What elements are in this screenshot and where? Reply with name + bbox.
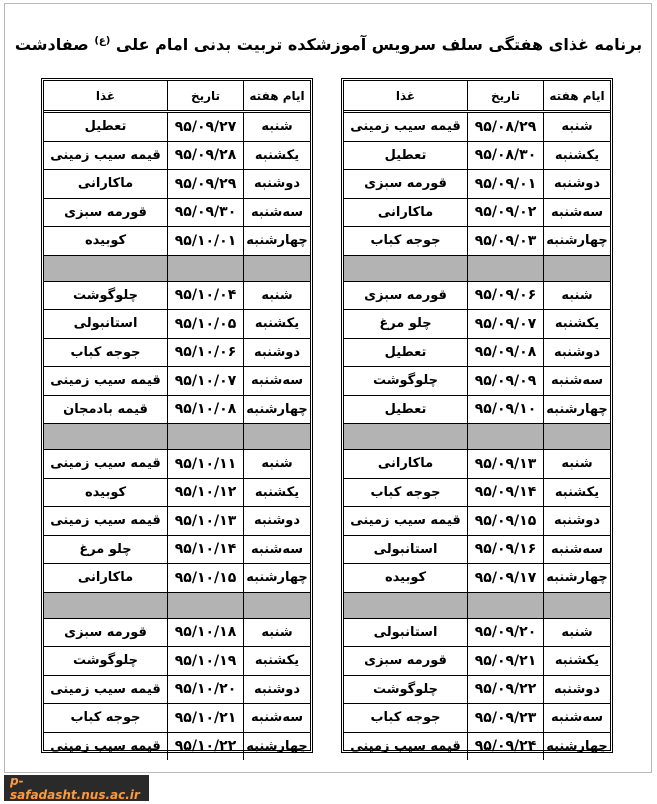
food-cell: کوبیده — [84, 233, 127, 249]
day-cell: شنبه — [543, 619, 610, 647]
date-cell: ۹۵/۱۰/۰۷ — [167, 367, 243, 395]
day-cell: سه‌شنبه — [543, 704, 610, 732]
date-cell: ۹۵/۱۰/۱۵ — [167, 564, 243, 592]
table-row — [344, 479, 610, 508]
food-cell: قیمه سیب زمینی — [50, 373, 161, 389]
food-cell: کوبیده — [84, 484, 127, 500]
day-cell: سه‌شنبه — [243, 704, 310, 732]
header-date: تاریخ — [467, 81, 543, 110]
food-cell: جوجه کباب — [70, 710, 141, 726]
date-cell: ۹۵/۰۹/۳۰ — [167, 199, 243, 227]
table-row — [44, 733, 310, 761]
day-cell: سه‌شنبه — [243, 199, 310, 227]
food-cell: ماکارانی — [377, 204, 434, 220]
separator-cell — [344, 256, 467, 281]
title-text: برنامه غذای هفتگی سلف سرویس آموزشکده تربیت بدنی امام علی — [115, 35, 643, 54]
date-cell: ۹۵/۰۹/۲۳ — [467, 704, 543, 732]
food-cell: جوجه کباب — [70, 344, 141, 360]
food-cell: ماکارانی — [377, 456, 434, 472]
day-cell: یکشنبه — [243, 310, 310, 338]
food-cell: ماکارانی — [77, 176, 134, 192]
table-row — [44, 170, 310, 199]
day-cell: یکشنبه — [243, 479, 310, 507]
table-row — [344, 367, 610, 396]
food-cell: جوجه کباب — [370, 710, 441, 726]
separator-cell — [167, 593, 243, 618]
food-cell: استانبولی — [373, 624, 438, 640]
date-cell: ۹۵/۰۹/۲۲ — [467, 676, 543, 704]
table-row — [344, 536, 610, 565]
food-cell: قیمه سیب زمینی — [50, 738, 161, 754]
separator-cell — [344, 424, 467, 449]
date-cell: ۹۵/۱۰/۰۱ — [167, 227, 243, 255]
page-title — [0, 35, 657, 54]
day-cell: شنبه — [543, 282, 610, 310]
date-cell: ۹۵/۰۹/۲۸ — [167, 142, 243, 170]
food-cell: قیمه سیب زمینی — [50, 513, 161, 529]
table-row — [344, 733, 610, 761]
food-cell: قورمه سبزی — [64, 624, 147, 640]
date-cell: ۹۵/۰۹/۱۰ — [467, 396, 543, 424]
date-cell: ۹۵/۰۹/۲۱ — [467, 647, 543, 675]
day-cell: دوشنبه — [243, 507, 310, 535]
date-cell: ۹۵/۱۰/۰۵ — [167, 310, 243, 338]
food-cell: تعطیل — [384, 147, 427, 163]
table-row — [44, 450, 310, 479]
food-cell: قیمه سیب زمینی — [50, 147, 161, 163]
separator-cell — [344, 593, 467, 618]
food-cell: جوجه کباب — [370, 233, 441, 249]
header-day: ایام هفته — [543, 81, 610, 110]
separator-cell — [167, 424, 243, 449]
day-cell: یکشنبه — [543, 647, 610, 675]
day-cell: شنبه — [243, 113, 310, 141]
food-cell: چلوگوشت — [72, 653, 139, 669]
separator-cell — [467, 256, 543, 281]
separator-cell — [243, 256, 310, 281]
separator-cell — [543, 256, 610, 281]
day-cell: شنبه — [243, 619, 310, 647]
table-row — [344, 647, 610, 676]
day-cell: دوشنبه — [243, 676, 310, 704]
day-cell: سه‌شنبه — [543, 536, 610, 564]
title-tail: صفادشت — [14, 35, 89, 54]
food-cell: استانبولی — [373, 541, 438, 557]
day-cell: چهارشنبه — [543, 733, 610, 761]
table-row — [344, 227, 610, 256]
food-cell: قیمه سیب زمینی — [350, 513, 461, 529]
food-cell: چلو مرغ — [79, 541, 132, 557]
day-cell: سه‌شنبه — [243, 536, 310, 564]
date-cell: ۹۵/۱۰/۱۲ — [167, 479, 243, 507]
day-cell: سه‌شنبه — [543, 367, 610, 395]
date-cell: ۹۵/۱۰/۱۸ — [167, 619, 243, 647]
table-row — [44, 647, 310, 676]
week-separator — [344, 256, 610, 282]
table-row — [44, 479, 310, 508]
table-row — [44, 339, 310, 368]
date-cell: ۹۵/۱۰/۱۱ — [167, 450, 243, 478]
day-cell: دوشنبه — [243, 170, 310, 198]
header-food: غذا — [395, 88, 416, 103]
week-separator — [344, 424, 610, 450]
table-row — [44, 227, 310, 256]
header-day: ایام هفته — [243, 81, 310, 110]
day-cell: چهارشنبه — [543, 227, 610, 255]
separator-cell — [243, 424, 310, 449]
table-row — [44, 396, 310, 425]
food-cell: قیمه سیب زمینی — [50, 456, 161, 472]
date-cell: ۹۵/۱۰/۰۸ — [167, 396, 243, 424]
table-row — [44, 310, 310, 339]
day-cell: یکشنبه — [543, 479, 610, 507]
separator-cell — [543, 593, 610, 618]
date-cell: ۹۵/۰۹/۱۴ — [467, 479, 543, 507]
food-cell: قورمه سبزی — [364, 287, 447, 303]
table-row — [44, 199, 310, 228]
day-cell: دوشنبه — [543, 676, 610, 704]
week-separator — [44, 256, 310, 282]
food-cell: قیمه سیب زمینی — [350, 119, 461, 135]
food-cell: قیمه سیب زمینی — [350, 738, 461, 754]
separator-cell — [467, 593, 543, 618]
day-cell: دوشنبه — [543, 339, 610, 367]
table-row — [44, 676, 310, 705]
table-row — [344, 507, 610, 536]
food-cell: قیمه سیب زمینی — [50, 681, 161, 697]
table-row — [344, 310, 610, 339]
food-cell: چلو مرغ — [379, 316, 432, 332]
table-row — [44, 536, 310, 565]
separator-cell — [243, 593, 310, 618]
day-cell: چهارشنبه — [243, 733, 310, 761]
day-cell: چهارشنبه — [543, 564, 610, 592]
date-cell: ۹۵/۰۹/۲۷ — [167, 113, 243, 141]
food-cell: چلوگوشت — [72, 287, 139, 303]
separator-cell — [543, 424, 610, 449]
table-row — [44, 507, 310, 536]
date-cell: ۹۵/۰۹/۲۰ — [467, 619, 543, 647]
date-cell: ۹۵/۰۹/۲۹ — [167, 170, 243, 198]
table-row — [344, 142, 610, 171]
table-header — [44, 81, 310, 113]
day-cell: دوشنبه — [243, 339, 310, 367]
day-cell: شنبه — [543, 450, 610, 478]
table-row — [344, 450, 610, 479]
food-cell: چلوگوشت — [372, 681, 439, 697]
table-row — [344, 199, 610, 228]
date-cell: ۹۵/۱۰/۱۳ — [167, 507, 243, 535]
date-cell: ۹۵/۰۹/۰۲ — [467, 199, 543, 227]
separator-cell — [44, 424, 167, 449]
date-cell: ۹۵/۰۹/۱۶ — [467, 536, 543, 564]
date-cell: ۹۵/۰۹/۰۹ — [467, 367, 543, 395]
separator-cell — [467, 424, 543, 449]
date-cell: ۹۵/۰۹/۲۴ — [467, 733, 543, 761]
date-cell: ۹۵/۱۰/۲۲ — [167, 733, 243, 761]
food-cell: ماکارانی — [77, 570, 134, 586]
week-separator — [44, 593, 310, 619]
day-cell: یکشنبه — [543, 142, 610, 170]
table-row — [344, 564, 610, 593]
separator-cell — [44, 256, 167, 281]
watermark-url: p-safadasht.nus.ac.ir — [4, 775, 149, 801]
table-row — [344, 704, 610, 733]
header-food: غذا — [95, 88, 116, 103]
week-separator — [344, 593, 610, 619]
day-cell: چهارشنبه — [243, 564, 310, 592]
food-cell: قورمه سبزی — [364, 176, 447, 192]
title-sup: (ع) — [94, 35, 111, 47]
food-cell: قورمه سبزی — [364, 653, 447, 669]
table-row — [44, 704, 310, 733]
food-cell: استانبولی — [73, 316, 138, 332]
day-cell: یکشنبه — [543, 310, 610, 338]
table-header — [344, 81, 610, 113]
day-cell: دوشنبه — [543, 507, 610, 535]
header-date: تاریخ — [167, 81, 243, 110]
week-separator — [44, 424, 310, 450]
table-row — [344, 396, 610, 425]
day-cell: چهارشنبه — [543, 396, 610, 424]
day-cell: شنبه — [243, 450, 310, 478]
day-cell: دوشنبه — [543, 170, 610, 198]
table-row — [344, 113, 610, 142]
date-cell: ۹۵/۰۹/۰۸ — [467, 339, 543, 367]
date-cell: ۹۵/۰۹/۱۷ — [467, 564, 543, 592]
date-cell: ۹۵/۱۰/۰۶ — [167, 339, 243, 367]
food-cell: تعطیل — [384, 401, 427, 417]
food-cell: قیمه بادمجان — [63, 401, 148, 417]
food-cell: تعطیل — [84, 119, 127, 135]
date-cell: ۹۵/۰۸/۲۹ — [467, 113, 543, 141]
date-cell: ۹۵/۰۹/۰۶ — [467, 282, 543, 310]
food-cell: جوجه کباب — [370, 484, 441, 500]
right-menu-table — [341, 78, 613, 753]
table-row — [44, 113, 310, 142]
day-cell: سه‌شنبه — [243, 367, 310, 395]
date-cell: ۹۵/۱۰/۱۴ — [167, 536, 243, 564]
table-row — [44, 619, 310, 648]
left-menu-table — [41, 78, 313, 753]
date-cell: ۹۵/۰۹/۰۳ — [467, 227, 543, 255]
date-cell: ۹۵/۰۹/۱۳ — [467, 450, 543, 478]
date-cell: ۹۵/۰۹/۰۱ — [467, 170, 543, 198]
food-cell: تعطیل — [384, 344, 427, 360]
separator-cell — [167, 256, 243, 281]
separator-cell — [44, 593, 167, 618]
day-cell: یکشنبه — [243, 142, 310, 170]
date-cell: ۹۵/۱۰/۲۱ — [167, 704, 243, 732]
food-cell: کوبیده — [384, 570, 427, 586]
date-cell: ۹۵/۰۸/۳۰ — [467, 142, 543, 170]
day-cell: شنبه — [543, 113, 610, 141]
food-cell: قورمه سبزی — [64, 204, 147, 220]
day-cell: چهارشنبه — [243, 396, 310, 424]
day-cell: یکشنبه — [243, 647, 310, 675]
table-row — [344, 339, 610, 368]
table-row — [344, 619, 610, 648]
date-cell: ۹۵/۱۰/۱۹ — [167, 647, 243, 675]
table-row — [344, 170, 610, 199]
table-row — [44, 282, 310, 311]
table-row — [344, 676, 610, 705]
table-row — [44, 142, 310, 171]
table-row — [44, 564, 310, 593]
date-cell: ۹۵/۰۹/۱۵ — [467, 507, 543, 535]
date-cell: ۹۵/۱۰/۲۰ — [167, 676, 243, 704]
food-cell: چلوگوشت — [372, 373, 439, 389]
day-cell: شنبه — [243, 282, 310, 310]
day-cell: چهارشنبه — [243, 227, 310, 255]
day-cell: سه‌شنبه — [543, 199, 610, 227]
table-row — [344, 282, 610, 311]
date-cell: ۹۵/۰۹/۰۷ — [467, 310, 543, 338]
table-row — [44, 367, 310, 396]
date-cell: ۹۵/۱۰/۰۴ — [167, 282, 243, 310]
